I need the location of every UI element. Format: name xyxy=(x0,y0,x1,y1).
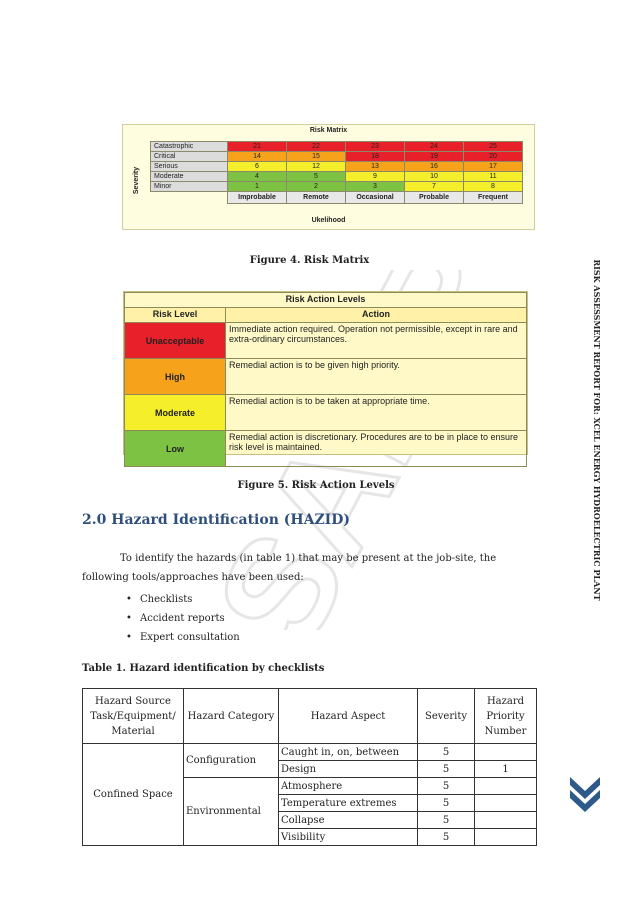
risk-level-cell: Unacceptable xyxy=(125,323,226,359)
priority-cell xyxy=(475,795,537,812)
action-cell: Remedial action is discretionary. Procedures are to be in place to ensure risk level is maintained. xyxy=(226,431,527,467)
matrix-cell: 16 xyxy=(405,162,464,172)
table-1-caption: Table 1. Hazard identification by checklists xyxy=(82,663,325,674)
risk-action-levels-figure xyxy=(123,291,528,455)
matrix-cell: 11 xyxy=(464,172,523,182)
matrix-cell: 20 xyxy=(464,152,523,162)
matrix-cell: 23 xyxy=(346,142,405,152)
hazard-aspect-cell: Temperature extremes xyxy=(279,795,418,812)
risk-action-levels-title: Risk Action Levels xyxy=(125,293,527,308)
action-level-row xyxy=(125,431,527,467)
likelihood-column-label: Remote xyxy=(287,192,346,204)
matrix-cell: 10 xyxy=(405,172,464,182)
header-severity: Severity xyxy=(418,689,475,744)
risk-level-cell: High xyxy=(125,359,226,395)
severity-cell: 5 xyxy=(418,812,475,829)
list-item: • Checklists xyxy=(140,590,240,609)
matrix-row xyxy=(151,152,523,162)
matrix-cell: 6 xyxy=(228,162,287,172)
risk-matrix-grid xyxy=(150,141,523,204)
header-hazard-aspect: Hazard Aspect xyxy=(279,689,418,744)
likelihood-column-label: Occasional xyxy=(346,192,405,204)
list-item: • Expert consultation xyxy=(140,628,240,647)
matrix-cell: 25 xyxy=(464,142,523,152)
double-chevron-down-icon xyxy=(567,773,603,815)
matrix-cell: 21 xyxy=(228,142,287,152)
matrix-cell: 12 xyxy=(287,162,346,172)
header-hazard-priority-number: Hazard Priority Number xyxy=(475,689,537,744)
section-heading: 2.0 Hazard Identification (HAZID) xyxy=(82,512,350,528)
matrix-row xyxy=(151,162,523,172)
action-cell: Remedial action is to be taken at appropriate time. xyxy=(226,395,527,431)
severity-cell: 5 xyxy=(418,761,475,778)
action-cell: Immediate action required. Operation not permissible, except in rare and extra-ordinary circumstances. xyxy=(226,323,527,359)
priority-cell: 1 xyxy=(475,761,537,778)
risk-level-header: Risk Level xyxy=(125,308,226,323)
risk-level-cell: Low xyxy=(125,431,226,467)
severity-axis-label: Severity xyxy=(133,166,141,194)
hazard-category-cell: Configuration xyxy=(184,744,279,778)
action-header: Action xyxy=(226,308,527,323)
hazard-aspect-cell: Atmosphere xyxy=(279,778,418,795)
severity-level-label: Moderate xyxy=(151,172,228,182)
side-running-header: RISK ASSESSMENT REPORT FOR: XCEL ENERGY HYDROELECTRIC PLANT xyxy=(592,259,602,601)
severity-level-label: Catastrophic xyxy=(151,142,228,152)
matrix-cell: 24 xyxy=(405,142,464,152)
severity-cell: 5 xyxy=(418,744,475,761)
matrix-cell: 13 xyxy=(346,162,405,172)
severity-level-label: Minor xyxy=(151,182,228,192)
intro-line-2: following tools/approaches have been used: xyxy=(82,572,304,583)
matrix-cell: 2 xyxy=(287,182,346,192)
action-cell: Remedial action is to be given high priority. xyxy=(226,359,527,395)
matrix-cell: 1 xyxy=(228,182,287,192)
matrix-cell: 15 xyxy=(287,152,346,162)
action-level-row xyxy=(125,323,527,359)
likelihood-column-label: Probable xyxy=(405,192,464,204)
figure-4-caption: Figure 4. Risk Matrix xyxy=(249,255,370,266)
action-level-row xyxy=(125,395,527,431)
intro-line-1: To identify the hazards (in table 1) that may be present at the job-site, the xyxy=(120,553,497,564)
hazard-category-cell: Environmental xyxy=(184,778,279,846)
matrix-cell: 4 xyxy=(228,172,287,182)
hazard-aspect-cell: Caught in, on, between xyxy=(279,744,418,761)
tools-list xyxy=(140,590,240,647)
matrix-cell: 18 xyxy=(346,152,405,162)
list-item: • Accident reports xyxy=(140,609,240,628)
risk-matrix-title: Risk Matrix xyxy=(309,127,348,134)
risk-level-cell: Moderate xyxy=(125,395,226,431)
matrix-row xyxy=(151,142,523,152)
header-hazard-source: Hazard Source Task/Equipment/ Material xyxy=(83,689,184,744)
severity-cell: 5 xyxy=(418,829,475,846)
matrix-cell: 8 xyxy=(464,182,523,192)
matrix-cell: 22 xyxy=(287,142,346,152)
header-hazard-category: Hazard Category xyxy=(184,689,279,744)
priority-cell xyxy=(475,829,537,846)
risk-matrix-figure xyxy=(122,124,535,230)
risk-action-levels-table xyxy=(124,292,527,467)
matrix-row xyxy=(151,172,523,182)
matrix-cell: 17 xyxy=(464,162,523,172)
priority-cell xyxy=(475,744,537,761)
table-row xyxy=(83,744,537,761)
matrix-cell: 19 xyxy=(405,152,464,162)
priority-cell xyxy=(475,778,537,795)
severity-level-label: Serious xyxy=(151,162,228,172)
intro-paragraph xyxy=(82,549,522,587)
hazard-identification-table xyxy=(82,688,537,846)
likelihood-column-label: Frequent xyxy=(464,192,523,204)
hazard-aspect-cell: Design xyxy=(279,761,418,778)
blank-cell xyxy=(151,192,228,204)
severity-cell: 5 xyxy=(418,795,475,812)
matrix-cell: 14 xyxy=(228,152,287,162)
matrix-cell: 3 xyxy=(346,182,405,192)
likelihood-axis-label: Ukelihood xyxy=(311,217,346,224)
likelihood-row xyxy=(151,192,523,204)
matrix-cell: 9 xyxy=(346,172,405,182)
hazard-aspect-cell: Visibility xyxy=(279,829,418,846)
priority-cell xyxy=(475,812,537,829)
hazard-aspect-cell: Collapse xyxy=(279,812,418,829)
severity-level-label: Critical xyxy=(151,152,228,162)
hazard-source-cell: Confined Space xyxy=(83,744,184,846)
matrix-cell: 5 xyxy=(287,172,346,182)
matrix-cell: 7 xyxy=(405,182,464,192)
action-level-row xyxy=(125,359,527,395)
figure-5-caption: Figure 5. Risk Action Levels xyxy=(237,480,395,491)
matrix-row xyxy=(151,182,523,192)
severity-cell: 5 xyxy=(418,778,475,795)
likelihood-column-label: Improbable xyxy=(228,192,287,204)
